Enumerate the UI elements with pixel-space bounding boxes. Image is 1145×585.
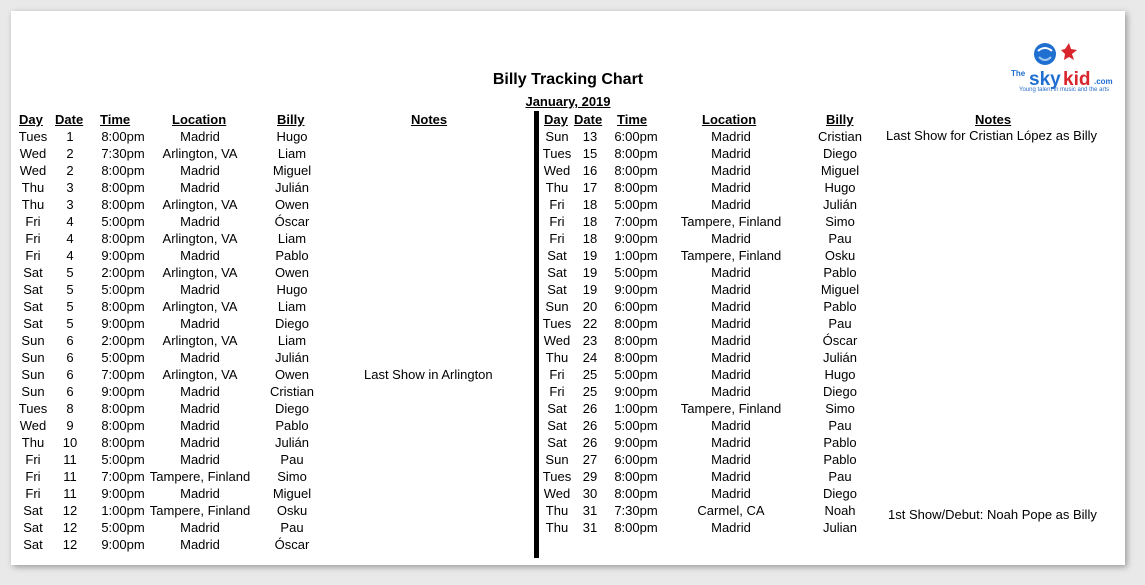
cell-location: Madrid bbox=[180, 486, 220, 501]
cell-date: 20 bbox=[582, 299, 598, 314]
cell-time: 8:00pm bbox=[101, 180, 145, 195]
cell-day: Sat bbox=[547, 401, 567, 416]
cell-time: 9:00pm bbox=[101, 486, 145, 501]
cell-day: Fri bbox=[549, 214, 565, 229]
cell-billy: Cristian bbox=[269, 384, 315, 399]
cell-day: Fri bbox=[549, 367, 565, 382]
cell-time: 5:00pm bbox=[614, 197, 658, 212]
cell-day: Fri bbox=[25, 248, 41, 263]
right-header-date: Date bbox=[574, 112, 603, 127]
cell-location: Madrid bbox=[711, 197, 751, 212]
cell-date: 12 bbox=[62, 503, 78, 518]
cell-location: Madrid bbox=[180, 163, 220, 178]
cell-time: 1:00pm bbox=[101, 503, 145, 518]
cell-billy: Miguel bbox=[272, 486, 312, 501]
cell-location: Madrid bbox=[180, 180, 220, 195]
cell-location: Madrid bbox=[180, 350, 220, 365]
svg-text:sky: sky bbox=[1029, 69, 1061, 90]
left-header-billy: Billy bbox=[277, 112, 305, 127]
cell-date: 6 bbox=[66, 333, 74, 348]
cell-date: 5 bbox=[66, 316, 74, 331]
cell-location: Madrid bbox=[711, 231, 751, 246]
cell-day: Thu bbox=[545, 503, 569, 518]
cell-day: Sun bbox=[21, 367, 45, 382]
cell-time: 8:00pm bbox=[614, 180, 658, 195]
cell-time: 5:00pm bbox=[614, 418, 658, 433]
cell-billy: Osku bbox=[276, 503, 308, 518]
cell-date: 18 bbox=[582, 231, 598, 246]
column-divider bbox=[534, 111, 539, 558]
cell-day: Sat bbox=[547, 418, 567, 433]
cell-time: 9:00pm bbox=[101, 316, 145, 331]
cell-day: Sat bbox=[23, 282, 43, 297]
cell-billy: Pau bbox=[280, 520, 304, 535]
cell-day: Sun bbox=[545, 452, 569, 467]
cell-day: Tues bbox=[542, 146, 572, 161]
cell-date: 12 bbox=[62, 520, 78, 535]
cell-location: Madrid bbox=[180, 282, 220, 297]
cell-time: 8:00pm bbox=[101, 163, 145, 178]
cell-location: Madrid bbox=[180, 384, 220, 399]
cell-location: Madrid bbox=[711, 418, 751, 433]
cell-time: 8:00pm bbox=[101, 129, 145, 144]
cell-day: Wed bbox=[543, 333, 571, 348]
cell-date: 19 bbox=[582, 282, 598, 297]
cell-billy: Cristian bbox=[817, 129, 863, 144]
cell-time: 7:30pm bbox=[614, 503, 658, 518]
cell-billy: Pau bbox=[828, 418, 852, 433]
cell-day: Thu bbox=[21, 197, 45, 212]
cell-billy: Simo bbox=[277, 469, 307, 484]
cell-day: Sat bbox=[547, 435, 567, 450]
cell-day: Sun bbox=[21, 350, 45, 365]
cell-location: Tampere, Finland bbox=[680, 214, 782, 229]
cell-billy: Osku bbox=[824, 248, 856, 263]
cell-day: Tues bbox=[542, 316, 572, 331]
cell-location: Arlington, VA bbox=[162, 333, 238, 348]
page-subtitle: January, 2019 bbox=[525, 94, 611, 109]
cell-date: 12 bbox=[62, 537, 78, 552]
cell-billy: Miguel bbox=[272, 163, 312, 178]
cell-date: 6 bbox=[66, 384, 74, 399]
cell-date: 2 bbox=[66, 146, 74, 161]
cell-time: 5:00pm bbox=[614, 367, 658, 382]
cell-date: 6 bbox=[66, 367, 74, 382]
cell-day: Thu bbox=[545, 180, 569, 195]
cell-day: Fri bbox=[25, 486, 41, 501]
cell-day: Thu bbox=[545, 350, 569, 365]
cell-location: Madrid bbox=[180, 129, 220, 144]
cell-time: 1:00pm bbox=[614, 248, 658, 263]
cell-time: 2:00pm bbox=[101, 265, 145, 280]
cell-day: Wed bbox=[19, 146, 47, 161]
cell-billy: Owen bbox=[275, 367, 309, 382]
cell-time: 7:30pm bbox=[101, 146, 145, 161]
cell-day: Wed bbox=[543, 486, 571, 501]
right-header-notes: Notes bbox=[975, 112, 1012, 127]
cell-location: Tampere, Finland bbox=[149, 469, 251, 484]
cell-location: Tampere, Finland bbox=[149, 503, 251, 518]
cell-location: Madrid bbox=[711, 265, 751, 280]
cell-location: Madrid bbox=[711, 435, 751, 450]
cell-location: Madrid bbox=[180, 520, 220, 535]
cell-billy: Pablo bbox=[275, 248, 309, 263]
cell-location: Madrid bbox=[711, 333, 751, 348]
cell-billy: Noah bbox=[824, 503, 856, 518]
cell-billy: Pablo bbox=[275, 418, 309, 433]
right-header-billy: Billy bbox=[826, 112, 854, 127]
cell-time: 9:00pm bbox=[614, 231, 658, 246]
cell-location: Madrid bbox=[711, 180, 751, 195]
cell-location: Madrid bbox=[180, 401, 220, 416]
cell-billy: Simo bbox=[825, 214, 855, 229]
cell-day: Sun bbox=[21, 384, 45, 399]
cell-location: Madrid bbox=[180, 435, 220, 450]
left-header-date: Date bbox=[55, 112, 84, 127]
cell-location: Madrid bbox=[711, 486, 751, 501]
cell-time: 8:00pm bbox=[101, 418, 145, 433]
cell-day: Sat bbox=[23, 520, 43, 535]
cell-date: 30 bbox=[582, 486, 598, 501]
cell-day: Sun bbox=[21, 333, 45, 348]
cell-date: 19 bbox=[582, 265, 598, 280]
cell-time: 5:00pm bbox=[614, 265, 658, 280]
cell-date: 27 bbox=[582, 452, 598, 467]
cell-billy: Diego bbox=[823, 384, 857, 399]
cell-time: 7:00pm bbox=[101, 367, 145, 382]
cell-day: Sat bbox=[547, 248, 567, 263]
cell-day: Sat bbox=[23, 265, 43, 280]
cell-time: 8:00pm bbox=[101, 197, 145, 212]
right-header-time: Time bbox=[617, 112, 648, 127]
cell-location: Madrid bbox=[711, 316, 751, 331]
cell-time: 8:00pm bbox=[614, 350, 658, 365]
left-header-day: Day bbox=[19, 112, 43, 127]
cell-time: 9:00pm bbox=[101, 537, 145, 552]
logo-tagline: Young talent in music and the arts bbox=[1019, 87, 1110, 93]
cell-date: 26 bbox=[582, 435, 598, 450]
cell-location: Tampere, Finland bbox=[680, 248, 782, 263]
cell-date: 26 bbox=[582, 401, 598, 416]
cell-date: 4 bbox=[66, 231, 74, 246]
cell-date: 5 bbox=[66, 282, 74, 297]
cell-location: Arlington, VA bbox=[162, 265, 238, 280]
cell-time: 6:00pm bbox=[614, 129, 658, 144]
cell-billy: Pablo bbox=[823, 435, 857, 450]
cell-time: 5:00pm bbox=[101, 452, 145, 467]
cell-day: Sun bbox=[545, 299, 569, 314]
cell-date: 25 bbox=[582, 384, 598, 399]
cell-time: 1:00pm bbox=[614, 401, 658, 416]
cell-day: Sat bbox=[23, 299, 43, 314]
note-last-show-cristian: Last Show for Cristian López as Billy bbox=[886, 128, 1097, 143]
cell-location: Madrid bbox=[711, 350, 751, 365]
cell-location: Arlington, VA bbox=[162, 146, 238, 161]
cell-day: Fri bbox=[25, 214, 41, 229]
cell-billy: Pau bbox=[828, 316, 852, 331]
cell-day: Thu bbox=[21, 435, 45, 450]
cell-location: Madrid bbox=[180, 452, 220, 467]
cell-date: 17 bbox=[582, 180, 598, 195]
cell-day: Fri bbox=[549, 197, 565, 212]
cell-location: Madrid bbox=[180, 537, 220, 552]
cell-day: Thu bbox=[21, 180, 45, 195]
right-header-day: Day bbox=[544, 112, 568, 127]
cell-time: 9:00pm bbox=[101, 248, 145, 263]
right-header-location: Location bbox=[702, 112, 757, 127]
cell-date: 26 bbox=[582, 418, 598, 433]
cell-day: Fri bbox=[25, 469, 41, 484]
cell-billy: Hugo bbox=[824, 367, 856, 382]
cell-location: Arlington, VA bbox=[162, 367, 238, 382]
cell-location: Madrid bbox=[180, 418, 220, 433]
cell-time: 9:00pm bbox=[101, 384, 145, 399]
cell-billy: Pablo bbox=[823, 265, 857, 280]
cell-date: 22 bbox=[582, 316, 598, 331]
cell-location: Madrid bbox=[180, 316, 220, 331]
svg-text:kid: kid bbox=[1063, 69, 1091, 90]
cell-date: 11 bbox=[63, 486, 77, 501]
cell-date: 4 bbox=[66, 248, 74, 263]
cell-billy: Pau bbox=[828, 231, 852, 246]
cell-time: 2:00pm bbox=[101, 333, 145, 348]
cell-time: 5:00pm bbox=[101, 520, 145, 535]
left-header-notes: Notes bbox=[411, 112, 448, 127]
cell-location: Madrid bbox=[711, 282, 751, 297]
cell-billy: Diego bbox=[823, 486, 857, 501]
cell-time: 8:00pm bbox=[101, 299, 145, 314]
cell-billy: Diego bbox=[823, 146, 857, 161]
cell-time: 7:00pm bbox=[614, 214, 658, 229]
cell-billy: Liam bbox=[277, 231, 307, 246]
cell-date: 2 bbox=[66, 163, 74, 178]
cell-billy: Julián bbox=[275, 435, 309, 450]
cell-day: Fri bbox=[549, 231, 565, 246]
cell-location: Madrid bbox=[180, 214, 220, 229]
cell-date: 29 bbox=[582, 469, 598, 484]
cell-location: Madrid bbox=[711, 129, 751, 144]
cell-billy: Óscar bbox=[822, 333, 858, 348]
cell-day: Sun bbox=[545, 129, 569, 144]
cell-date: 18 bbox=[582, 214, 598, 229]
cell-time: 9:00pm bbox=[614, 282, 658, 297]
cell-date: 10 bbox=[62, 435, 78, 450]
note-last-show-arlington: Last Show in Arlington bbox=[364, 367, 493, 382]
cell-billy: Owen bbox=[275, 265, 309, 280]
cell-date: 9 bbox=[66, 418, 74, 433]
cell-day: Sat bbox=[547, 282, 567, 297]
cell-time: 5:00pm bbox=[101, 214, 145, 229]
cell-date: 5 bbox=[66, 265, 74, 280]
cell-time: 8:00pm bbox=[101, 401, 145, 416]
cell-billy: Julián bbox=[275, 350, 309, 365]
cell-billy: Diego bbox=[275, 401, 309, 416]
cell-billy: Pau bbox=[828, 469, 852, 484]
chart-sheet bbox=[11, 11, 1125, 565]
cell-location: Madrid bbox=[711, 384, 751, 399]
cell-billy: Julián bbox=[823, 350, 857, 365]
note-noah-debut: 1st Show/Debut: Noah Pope as Billy bbox=[888, 507, 1097, 522]
cell-location: Arlington, VA bbox=[162, 231, 238, 246]
svg-text:.com: .com bbox=[1094, 77, 1113, 86]
cell-date: 5 bbox=[66, 299, 74, 314]
cell-day: Wed bbox=[543, 163, 571, 178]
cell-date: 13 bbox=[582, 129, 598, 144]
cell-location: Madrid bbox=[711, 367, 751, 382]
cell-date: 6 bbox=[66, 350, 74, 365]
cell-date: 31 bbox=[582, 520, 598, 535]
cell-date: 18 bbox=[582, 197, 598, 212]
cell-location: Arlington, VA bbox=[162, 299, 238, 314]
cell-date: 1 bbox=[66, 129, 74, 144]
cell-location: Carmel, CA bbox=[697, 503, 765, 518]
cell-date: 3 bbox=[66, 180, 74, 195]
cell-time: 8:00pm bbox=[614, 333, 658, 348]
cell-time: 8:00pm bbox=[614, 520, 658, 535]
cell-location: Madrid bbox=[180, 248, 220, 263]
cell-date: 24 bbox=[582, 350, 598, 365]
cell-billy: Pablo bbox=[823, 452, 857, 467]
cell-time: 8:00pm bbox=[614, 486, 658, 501]
cell-time: 6:00pm bbox=[614, 452, 658, 467]
cell-location: Madrid bbox=[711, 163, 751, 178]
cell-day: Fri bbox=[25, 231, 41, 246]
cell-billy: Julián bbox=[275, 180, 309, 195]
cell-billy: Owen bbox=[275, 197, 309, 212]
cell-billy: Miguel bbox=[820, 163, 860, 178]
svg-text:The: The bbox=[1011, 69, 1026, 78]
cell-time: 9:00pm bbox=[614, 435, 658, 450]
cell-time: 8:00pm bbox=[614, 146, 658, 161]
cell-billy: Hugo bbox=[824, 180, 856, 195]
cell-day: Wed bbox=[19, 163, 47, 178]
cell-time: 8:00pm bbox=[614, 316, 658, 331]
cell-day: Sat bbox=[23, 503, 43, 518]
cell-time: 8:00pm bbox=[614, 469, 658, 484]
cell-billy: Simo bbox=[825, 401, 855, 416]
cell-day: Fri bbox=[549, 384, 565, 399]
cell-billy: Liam bbox=[277, 299, 307, 314]
cell-date: 8 bbox=[66, 401, 74, 416]
cell-location: Tampere, Finland bbox=[680, 401, 782, 416]
cell-date: 16 bbox=[582, 163, 598, 178]
cell-date: 11 bbox=[63, 452, 77, 467]
cell-location: Arlington, VA bbox=[162, 197, 238, 212]
cell-billy: Hugo bbox=[276, 282, 308, 297]
left-header-location: Location bbox=[172, 112, 227, 127]
cell-time: 8:00pm bbox=[101, 231, 145, 246]
cell-billy: Hugo bbox=[276, 129, 308, 144]
cell-date: 11 bbox=[63, 469, 77, 484]
page-title: Billy Tracking Chart bbox=[492, 71, 644, 88]
cell-billy: Óscar bbox=[274, 214, 310, 229]
cell-billy: Liam bbox=[277, 333, 307, 348]
cell-location: Madrid bbox=[711, 146, 751, 161]
cell-day: Tues bbox=[18, 401, 48, 416]
cell-date: 15 bbox=[582, 146, 598, 161]
cell-date: 4 bbox=[66, 214, 74, 229]
cell-day: Sat bbox=[23, 316, 43, 331]
cell-day: Tues bbox=[18, 129, 48, 144]
cell-time: 9:00pm bbox=[614, 384, 658, 399]
cell-location: Madrid bbox=[711, 452, 751, 467]
cell-day: Fri bbox=[25, 452, 41, 467]
cell-time: 8:00pm bbox=[614, 163, 658, 178]
cell-time: 5:00pm bbox=[101, 350, 145, 365]
cell-time: 6:00pm bbox=[614, 299, 658, 314]
cell-time: 5:00pm bbox=[101, 282, 145, 297]
cell-location: Madrid bbox=[711, 299, 751, 314]
cell-billy: Diego bbox=[275, 316, 309, 331]
cell-date: 3 bbox=[66, 197, 74, 212]
cell-day: Sat bbox=[23, 537, 43, 552]
cell-date: 31 bbox=[582, 503, 598, 518]
cell-location: Madrid bbox=[711, 469, 751, 484]
cell-day: Tues bbox=[542, 469, 572, 484]
cell-billy: Julian bbox=[823, 520, 857, 535]
cell-location: Madrid bbox=[711, 520, 751, 535]
cell-billy: Liam bbox=[277, 146, 307, 161]
cell-time: 7:00pm bbox=[101, 469, 145, 484]
left-header-time: Time bbox=[100, 112, 131, 127]
cell-billy: Julián bbox=[823, 197, 857, 212]
cell-day: Sat bbox=[547, 265, 567, 280]
cell-date: 23 bbox=[582, 333, 598, 348]
cell-billy: Miguel bbox=[820, 282, 860, 297]
cell-day: Thu bbox=[545, 520, 569, 535]
cell-day: Wed bbox=[19, 418, 47, 433]
cell-billy: Óscar bbox=[274, 537, 310, 552]
cell-billy: Pablo bbox=[823, 299, 857, 314]
cell-billy: Pau bbox=[280, 452, 304, 467]
cell-date: 19 bbox=[582, 248, 598, 263]
cell-time: 8:00pm bbox=[101, 435, 145, 450]
cell-date: 25 bbox=[582, 367, 598, 382]
